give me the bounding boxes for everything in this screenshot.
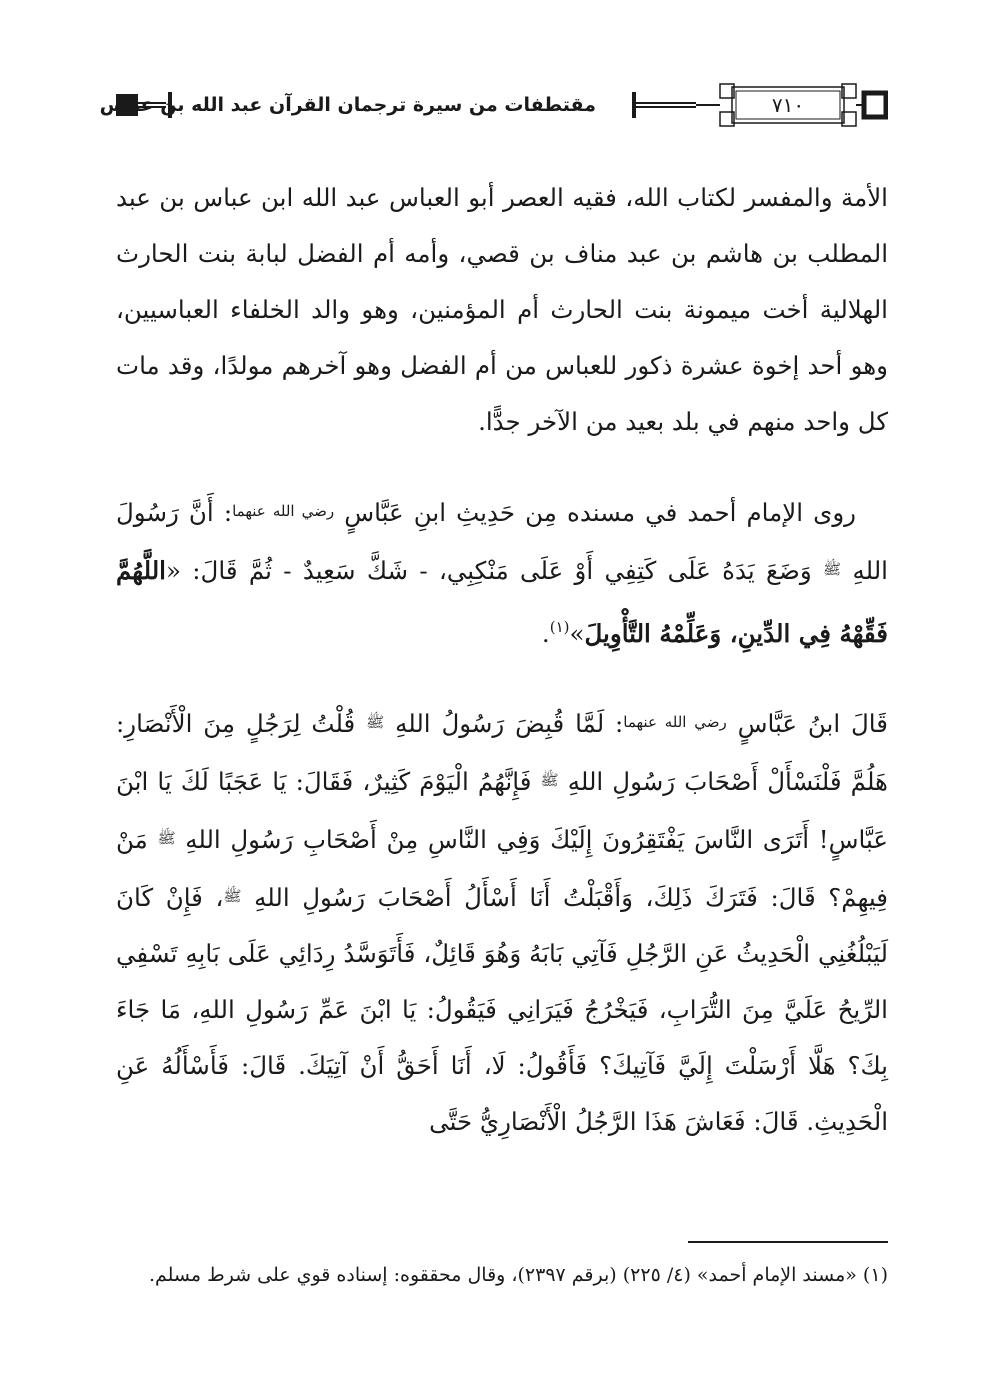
salutation-glyph: ﷺ	[823, 560, 842, 578]
page-header	[99, 82, 888, 128]
salutation-glyph: ﷺ	[157, 829, 176, 847]
intro-paragraph: الأمة والمفسر لكتاب الله، فقيه العصر أبو العباس عبد الله ابن عباس بن عبد المطلب بن هاشم بن عبد مناف بن قصي، وأمه أم الفضل لبابة بنت الحارث الهلالية أخت ميمونة بنت الحارث أم المؤمنين، وهو والد الخلفاء العباسيين، وهو أحد إخوة عشرة ذكور للعباس من أم الفضل وهو آخرهم مولدًا، وقد مات كل واحد منهم في بلد بعيد من الآخر جدًّا.	[116, 183, 888, 436]
salutation-glyph: ﷺ	[366, 713, 385, 731]
hadith1-lead: روى الإمام أحمد في مسنده مِن حَدِيثِ ابنِ عَبَّاسٍ	[344, 498, 856, 527]
footnote-divider	[688, 1241, 888, 1243]
footnote: (١) «مسند الإمام أحمد» (٤/ ٢٢٥) (برقم ٢٣٩٧)، وقال محققوه: إسناده قوي على شرط مسلم.	[148, 1264, 888, 1286]
hadith2-text: قَالَ ابنُ عَبَّاسٍ	[737, 709, 888, 738]
hadith2-text: فَإِنَّهُمُ الْيَوْمَ كَثِيرٌ، فَقَالَ: يَا عَجَبًا لَكَ يَا ابْنَ عَبَّاسٍ! أَتَرَى النَّاسَ يَفْتَقِرُونَ إِلَيْكَ وَفِي النَّاسِ مِنْ أَصْحَابِ رَسُولِ اللهِ	[116, 767, 888, 854]
hadith1-text: وَضَعَ يَدَهُ عَلَى كَتِفِي أَوْ عَلَى مَنْكِبِي، - شَكَّ سَعِيدٌ - ثُمَّ قَالَ: «	[165, 556, 812, 585]
sentence-end: .	[541, 619, 550, 648]
salutation-glyph: ﷺ	[223, 887, 242, 905]
hadith-paragraph-1	[116, 483, 888, 662]
honorific-glyph: رضي الله عنهما	[623, 713, 727, 731]
quote-close: »	[569, 619, 585, 648]
page-body	[116, 170, 888, 1150]
hadith2-text: مَنْ فِيهِمْ؟ قَالَ: فَتَرَكَ ذَلِكَ، وَأَقْبَلْتُ أَنَا أَسْأَلُ أَصْحَابَ رَسُولِ اللهِ	[116, 825, 888, 912]
hadith1-text: : أَنَّ رَسُولَ اللهِ	[116, 498, 888, 585]
hadith2-text: : لَمَّا قُبِضَ رَسُولُ اللهِ	[395, 709, 624, 738]
page-number: ٧١٠	[771, 93, 805, 117]
hadith-paragraph-2	[116, 694, 888, 1150]
hadith2-text: ، فَإِنْ كَانَ لَيَبْلُغُنِي الْحَدِيثُ عَنِ الرَّجُلِ فَآتِي بَابَهُ وَهُوَ قَائِلٌ، فَأَتَوَسَّدُ رِدَائِي عَلَى بَابِهِ تَسْفِي الرِّيحُ عَلَيَّ مِنَ التُّرَابِ، فَيَخْرُجُ فَيَرَانِي فَيَقُولُ: يَا ابْنَ عَمِّ رَسُولِ اللهِ، مَا جَاءَ بِكَ؟ هَلَّا أَرْسَلْتَ إِلَيَّ فَآتِيكَ؟ فَأَقُولُ: لَا، أَنَا أَحَقُّ أَنْ آتِيَكَ. قَالَ: فَأَسْأَلُهُ عَنِ الْحَدِيثِ. قَالَ: فَعَاشَ هَذَا الرَّجُلُ الْأَنْصَارِيُّ حَتَّى	[116, 883, 888, 1136]
honorific-glyph: رضي الله عنهما	[232, 502, 335, 520]
salutation-glyph: ﷺ	[540, 771, 559, 789]
prophetic-supplication: اللَّهُمَّ فَقِّهْهُ فِي الدِّينِ، وَعَلِّمْهُ التَّأْوِيلَ	[116, 556, 888, 648]
running-title: مقتطفات من سيرة ترجمان القرآن عبد الله بن عباس	[292, 88, 596, 122]
footnote-reference: (١)	[549, 618, 570, 636]
hadith2-text: قُلْتُ لِرَجُلٍ مِنَ الْأَنْصَارِ: هَلُمَّ فَلْنَسْأَلْ أَصْحَابَ رَسُولِ اللهِ	[116, 709, 888, 796]
